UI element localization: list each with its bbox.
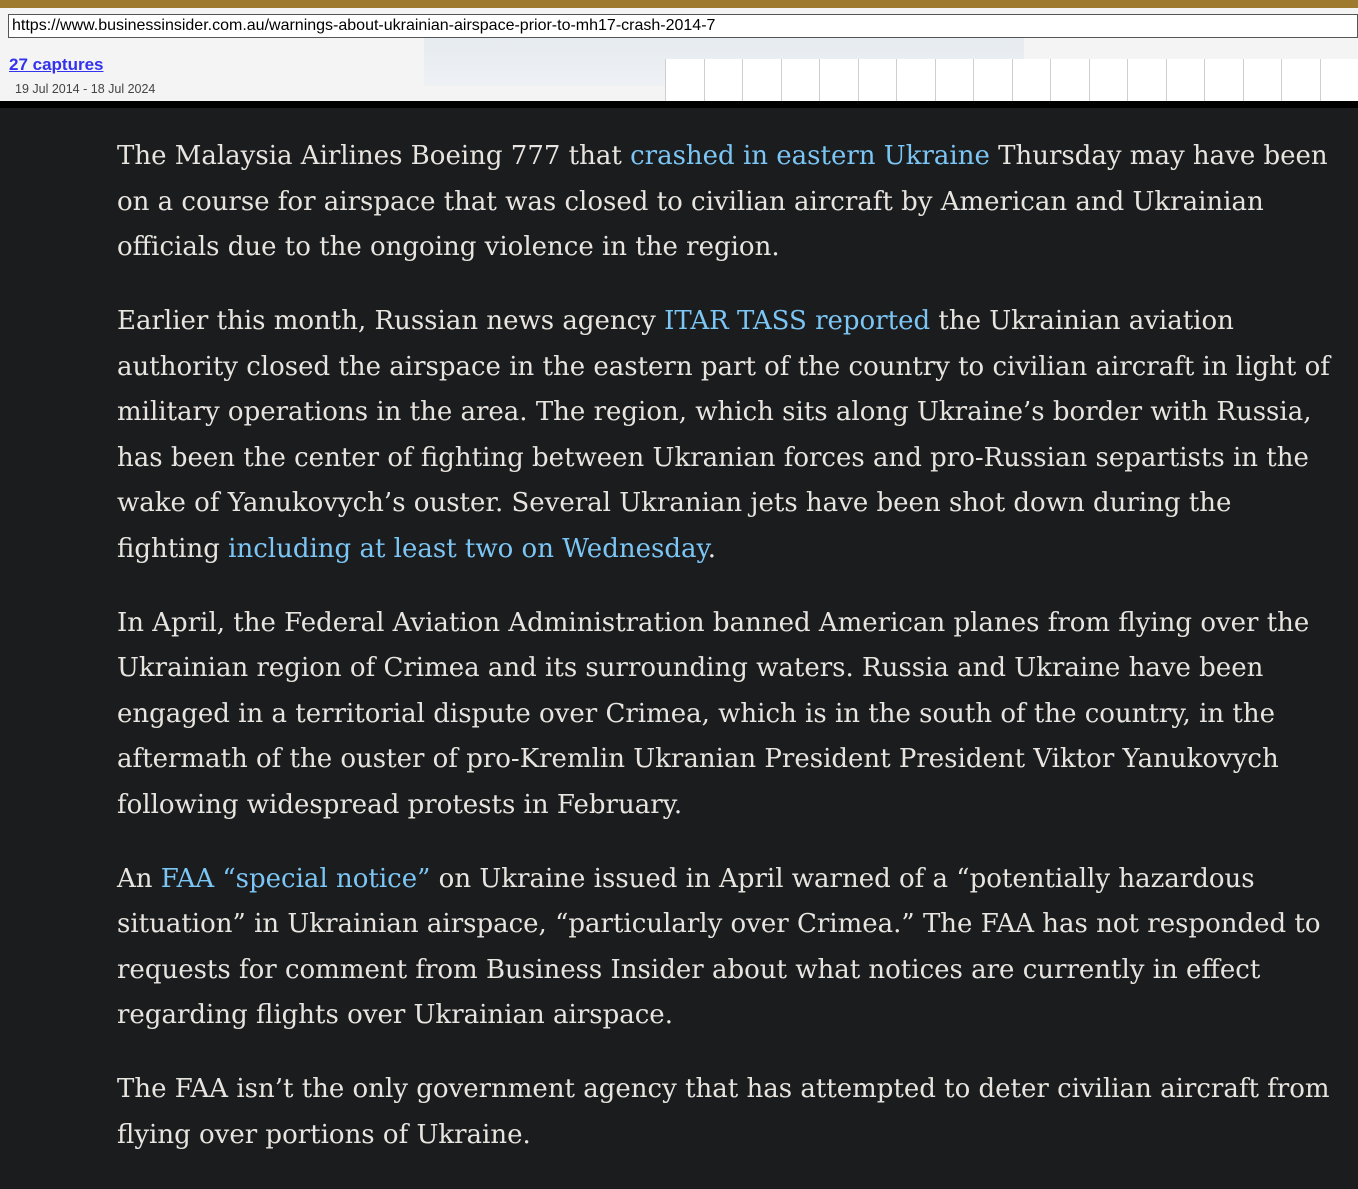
wayback-toolbar <box>0 0 1358 108</box>
calendar-cell[interactable] <box>781 59 820 101</box>
calendar-cell[interactable] <box>858 59 897 101</box>
article-paragraph: In April, the Federal Aviation Administration banned American planes from flying over the Ukrainian region of Crimea and its surrounding waters. Russia and Ukraine have been engaged in a territorial dispute over Crimea, which is in the south of the country, in the aftermath of the ouster of pro-Kremlin Ukranian President President Viktor Yanukovych following widespread protests in February. <box>117 607 1310 820</box>
calendar-cell[interactable] <box>742 59 781 101</box>
wayback-top-bar <box>0 0 1358 8</box>
toolbar-divider <box>0 101 1358 108</box>
calendar-cell[interactable] <box>1243 59 1282 101</box>
link-including-two-on-wednesday[interactable]: including at least two on Wednesday <box>228 533 708 564</box>
article-paragraph: The Malaysia Airlines Boeing 777 that crashed in eastern Ukraine Thursday may have been on a course for airspace that was closed to civilian aircraft by American and Ukrainian officials due to the ongoing violence in the region. <box>117 141 1328 262</box>
calendar-cell[interactable] <box>935 59 974 101</box>
calendar-cell[interactable] <box>1089 59 1128 101</box>
calendar-cell[interactable] <box>973 59 1012 101</box>
calendar-cell[interactable] <box>819 59 858 101</box>
calendar-cell[interactable] <box>1166 59 1205 101</box>
article-paragraph: An FAA “special notice” on Ukraine issued in April warned of a “potentially hazardous situation” in Ukrainian airspace, “particularly over Crimea.” The FAA has not responded to requests for comment from Business Insider about what notices are currently in effect regarding flights over Ukrainian airspace. <box>117 863 1321 1030</box>
capture-date-range: 19 Jul 2014 - 18 Jul 2024 <box>15 82 156 96</box>
article-paragraph: Earlier this month, Russian news agency ITAR TASS reported the Ukrainian aviation authority closed the airspace in the eastern part of the country to civilian aircraft in light of military operations in the area. The region, which sits along Ukraine’s border with Russia, has been the center of fighting between Ukranian forces and pro-Russian separtists in the wake of Yanukovych’s ouster. Several Ukranian jets have been shot down during the fighting including at least two on Wednesday. <box>117 306 1330 564</box>
link-itar-tass-reported[interactable]: ITAR TASS reported <box>664 306 931 336</box>
calendar-cell[interactable] <box>1281 59 1320 101</box>
calendar-cell[interactable] <box>704 59 743 101</box>
calendar-cell[interactable] <box>1050 59 1089 101</box>
link-faa-special-notice[interactable]: FAA “special notice” <box>160 863 431 894</box>
captures-link[interactable]: 27 captures <box>9 55 104 74</box>
article-paragraph: The FAA isn’t the only government agency that has attempted to deter civilian aircraft from flying over portions of Ukraine. <box>117 1074 1330 1150</box>
calendar-cell[interactable] <box>1012 59 1051 101</box>
calendar-cell[interactable] <box>896 59 935 101</box>
calendar-cell[interactable] <box>1127 59 1166 101</box>
capture-calendar[interactable] <box>665 59 1358 101</box>
calendar-cell[interactable] <box>1320 59 1358 101</box>
calendar-cell[interactable] <box>665 59 704 101</box>
link-crashed-in-eastern-ukraine[interactable]: crashed in eastern Ukraine <box>630 141 990 171</box>
calendar-cell[interactable] <box>1204 59 1243 101</box>
url-input[interactable]: https://www.businessinsider.com.au/warnings-about-ukrainian-airspace-prior-to-mh17-crash-2014-7 <box>8 14 1358 38</box>
article-body <box>117 134 1342 1187</box>
